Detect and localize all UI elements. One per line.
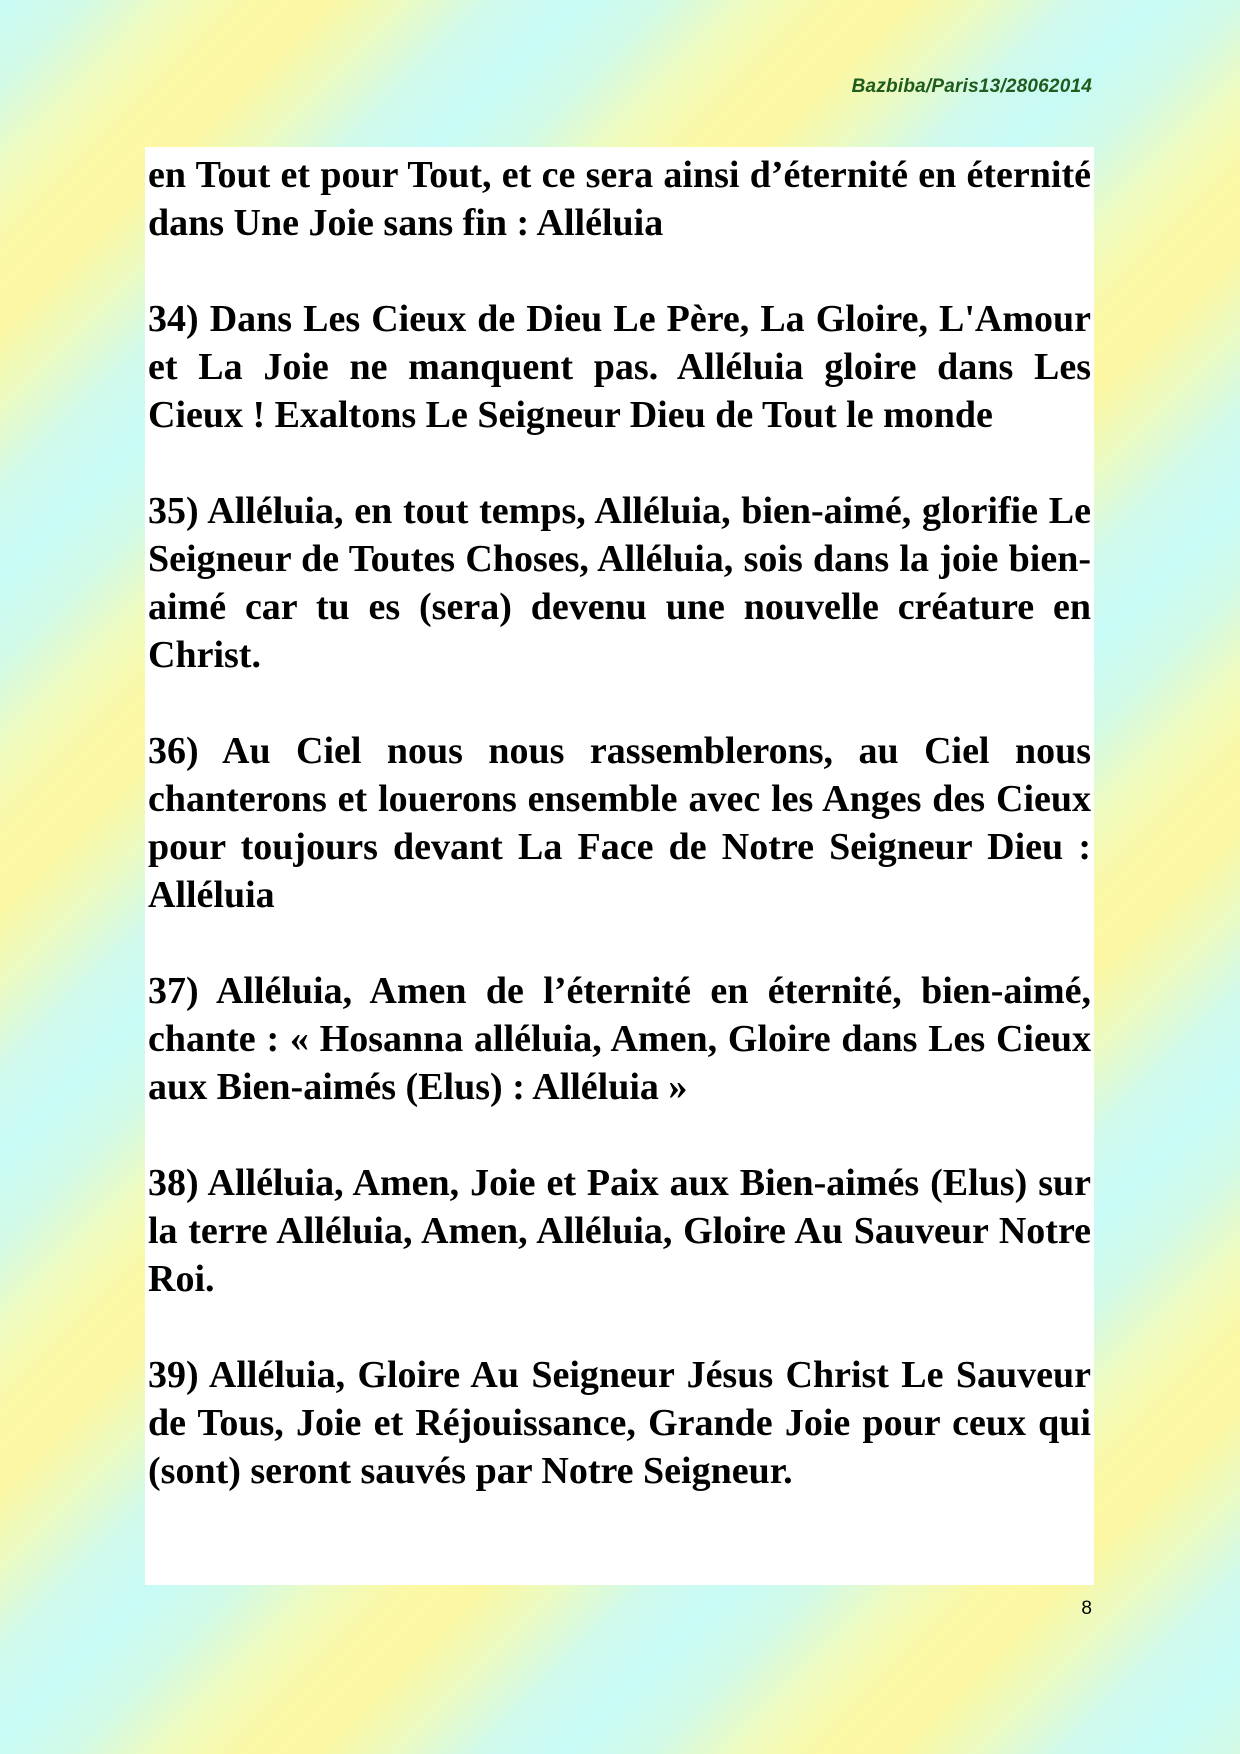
page-header-reference: Bazbiba/Paris13/28062014	[851, 76, 1092, 97]
paragraph-37: 37) Alléluia, Amen de l’éternité en éternité, bien-aimé, chante : « Hosanna alléluia, Amen, Gloire dans Les Cieux aux Bien-aimés (Elus) : Alléluia »	[148, 970, 1091, 1108]
paragraph-36: 36) Au Ciel nous nous rassemblerons, au Ciel nous chanterons et louerons ensemble avec les Anges des Cieux pour toujours devant La Face de Notre Seigneur Dieu : Alléluia	[148, 730, 1091, 916]
paragraph-38: 38) Alléluia, Amen, Joie et Paix aux Bien-aimés (Elus) sur la terre Alléluia, Amen, Alléluia, Gloire Au Sauveur Notre Roi.	[148, 1162, 1091, 1300]
paragraph-39: 39) Alléluia, Gloire Au Seigneur Jésus Christ Le Sauveur de Tous, Joie et Réjouissance, Grande Joie pour ceux qui (sont) seront sauvés par Notre Seigneur.	[148, 1354, 1091, 1492]
main-text-block	[145, 147, 1094, 1585]
paragraph-35: 35) Alléluia, en tout temps, Alléluia, bien-aimé, glorifie Le Seigneur de Toutes Choses, Alléluia, sois dans la joie bien-aimé car tu es (sera) devenu une nouvelle créature en Christ.	[148, 490, 1091, 676]
paragraph-continuation: en Tout et pour Tout, et ce sera ainsi d’éternité en éternité dans Une Joie sans fin : Alléluia	[148, 154, 1091, 244]
page-number: 8	[1081, 1598, 1092, 1619]
paragraph-34: 34) Dans Les Cieux de Dieu Le Père, La Gloire, L'Amour et La Joie ne manquent pas. Alléluia gloire dans Les Cieux ! Exaltons Le Seigneur Dieu de Tout le monde	[148, 298, 1091, 436]
